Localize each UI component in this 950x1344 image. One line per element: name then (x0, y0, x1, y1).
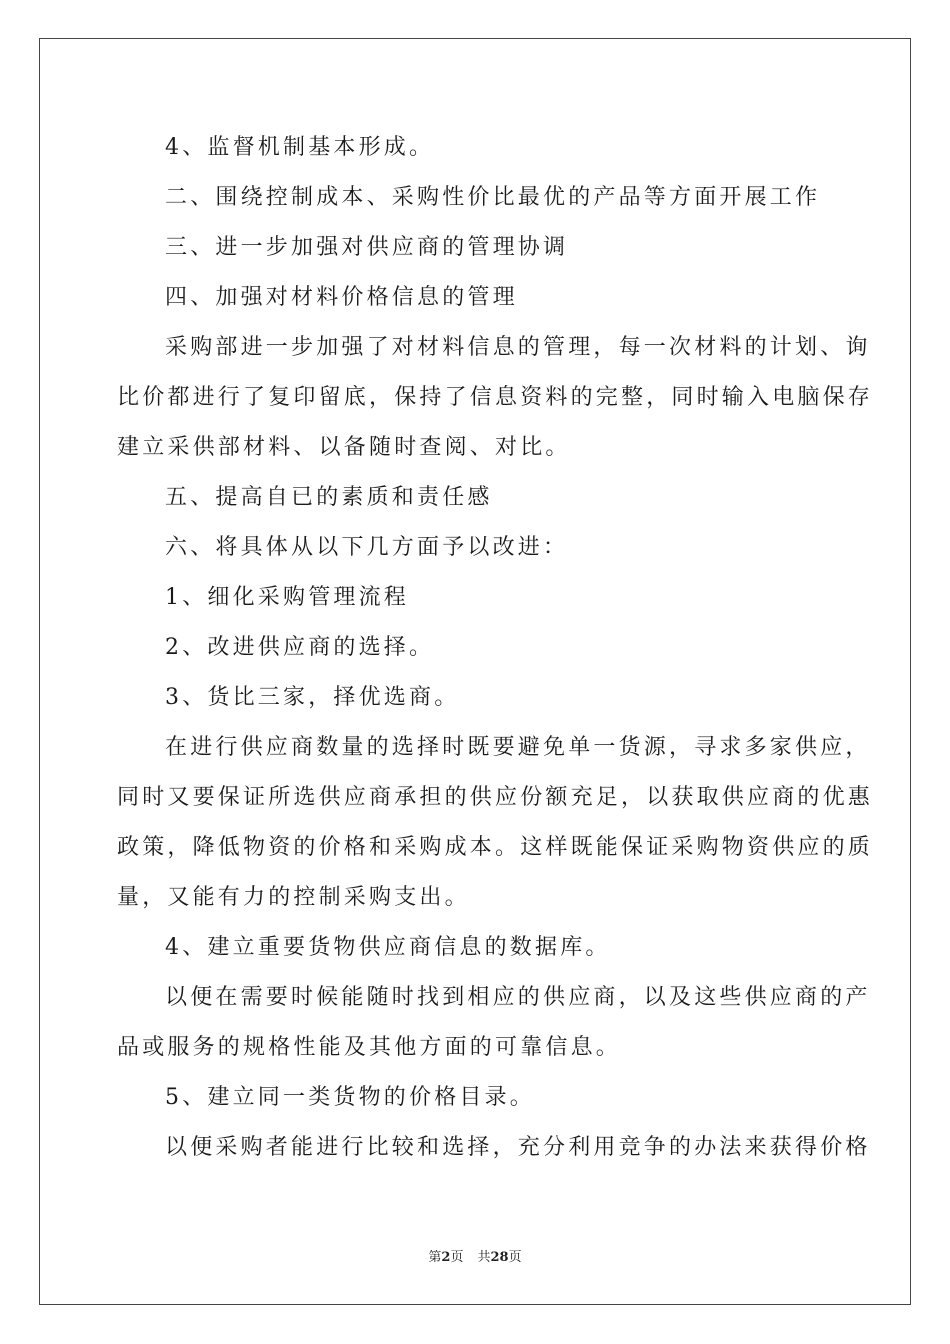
text-line: 以便在需要时候能随时找到相应的供应商，以及这些供应商的产 (165, 985, 871, 1010)
text-line: 二、围绕控制成本、采购性价比最优的产品等方面开展工作 (165, 185, 821, 210)
text-line: 2、改进供应商的选择。 (165, 635, 435, 660)
text-line: 品或服务的规格性能及其他方面的可靠信息。 (117, 1035, 622, 1060)
text-line: 量，又能有力的控制采购支出。 (117, 885, 470, 910)
total-pages: 28 (490, 1250, 509, 1265)
text-line: 在进行供应商数量的选择时既要避免单一货源，寻求多家供应， (165, 735, 871, 760)
document-body (117, 123, 874, 1173)
text-line: 4、监督机制基本形成。 (165, 135, 435, 160)
text-line: 采购部进一步加强了对材料信息的管理，每一次材料的计划、询 (165, 335, 871, 360)
text-line: 五、提高自已的素质和责任感 (165, 485, 493, 510)
text-line: 三、进一步加强对供应商的管理协调 (165, 235, 569, 260)
text-line: 四、加强对材料价格信息的管理 (165, 285, 518, 310)
page-footer (0, 1246, 950, 1265)
page-label-prefix: 第 (428, 1250, 442, 1265)
text-line: 4、建立重要货物供应商信息的数据库。 (165, 935, 611, 960)
text-line: 政策，降低物资的价格和采购成本。这样既能保证采购物资供应的质 (117, 835, 874, 860)
total-label-prefix: 共 (477, 1250, 491, 1265)
text-line: 3、货比三家，择优选商。 (165, 685, 460, 710)
text-line: 建立采供部材料、以备随时查阅、对比。 (117, 435, 571, 460)
text-line: 以便采购者能进行比较和选择，充分利用竞争的办法来获得价格 (165, 1135, 871, 1160)
text-line: 5、建立同一类货物的价格目录。 (165, 1085, 535, 1110)
text-line: 1、细化采购管理流程 (165, 585, 409, 610)
text-line: 同时又要保证所选供应商承担的供应份额充足，以获取供应商的优惠 (117, 785, 874, 810)
text-line: 六、将具体从以下几方面予以改进： (165, 535, 569, 560)
text-line: 比价都进行了复印留底，保持了信息资料的完整，同时输入电脑保存 (117, 385, 874, 410)
page-label-suffix: 页 (450, 1250, 464, 1265)
total-label-suffix: 页 (508, 1250, 522, 1265)
page-number: 2 (441, 1250, 451, 1265)
